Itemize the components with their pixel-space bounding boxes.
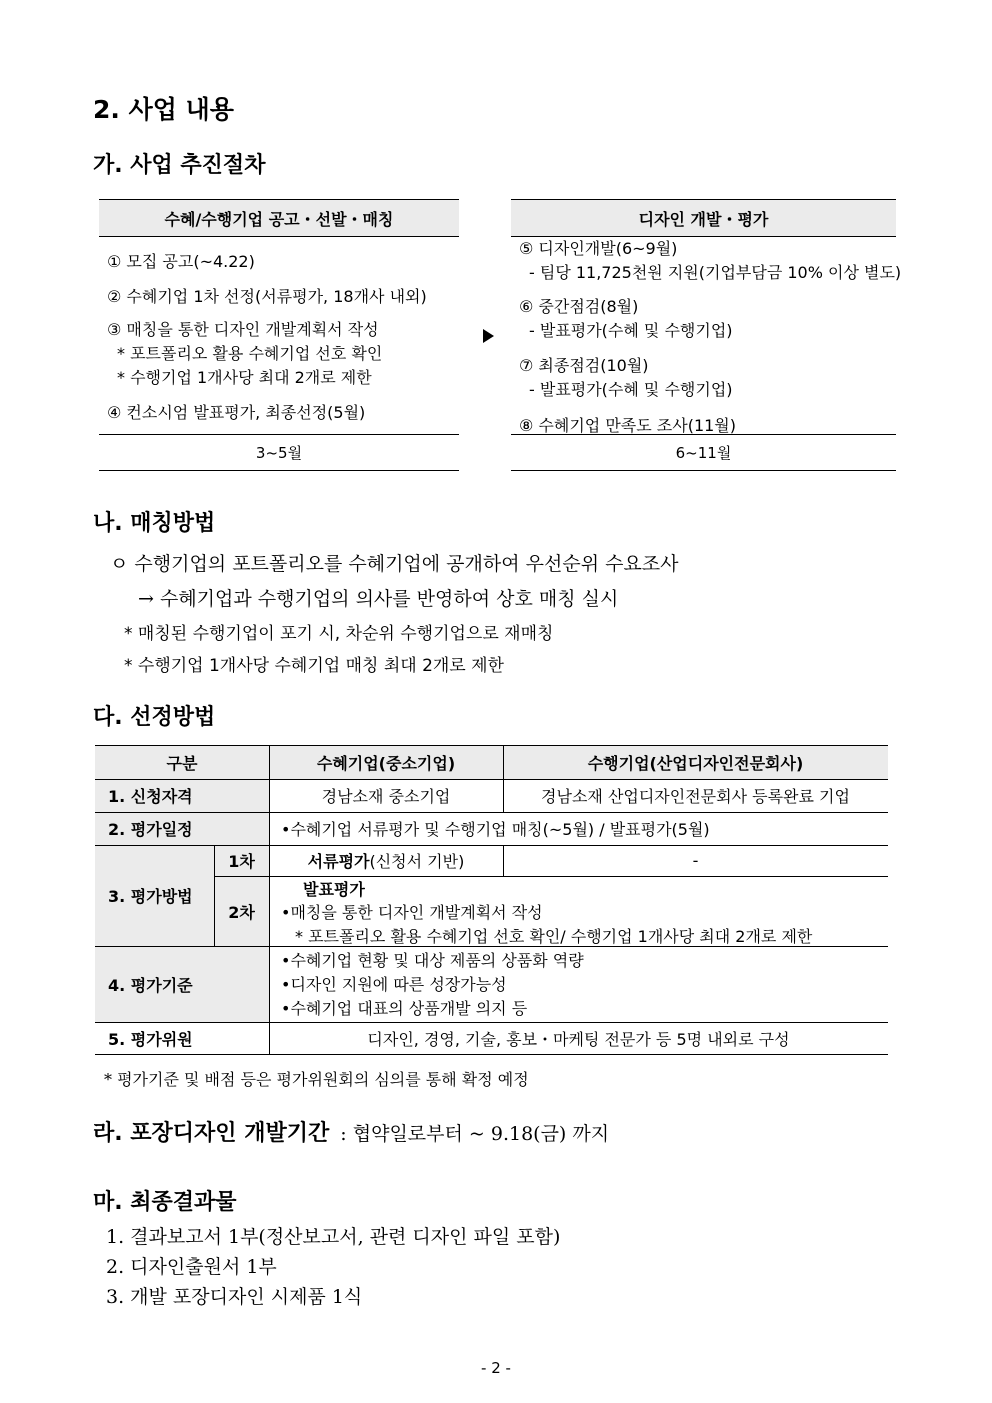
- procedure-right-line: ⑧ 수혜기업 만족도 조사(11월): [519, 416, 737, 435]
- procedure-left-header: 수혜/수행기업 공고・선발・매칭: [99, 199, 459, 237]
- matching-note: * 수행기업 1개사당 수혜기업 매칭 최대 2개로 제한: [124, 656, 504, 676]
- matching-line: → 수혜기업과 수행기업의 의사를 반영하여 상호 매칭 실시: [138, 588, 619, 610]
- procedure-left-bottom: [99, 470, 459, 471]
- procedure-left-note: * 포트폴리오 활용 수혜기업 선호 확인: [117, 344, 383, 363]
- row-schedule-label: 2. 평가일정: [108, 820, 193, 839]
- table-header-beneficiary: 수혜기업(중소기업): [316, 754, 456, 773]
- row-criteria-line: •수혜기업 대표의 상품개발 의지 등: [281, 999, 528, 1018]
- procedure-right-divider: [511, 434, 896, 435]
- procedure-title: 가. 사업 추진절차: [93, 153, 266, 178]
- procedure-right-period: 6~11월: [675, 444, 732, 462]
- row-method-round1-value: [269, 845, 503, 876]
- procedure-left-line: ① 모집 공고(~4.22): [107, 252, 255, 271]
- deliverable-item: 3. 개발 포장디자인 시제품 1식: [106, 1286, 363, 1308]
- procedure-right-header: 디자인 개발・평가: [511, 199, 896, 237]
- period-title: 라. 포장디자인 개발기간: [93, 1121, 330, 1146]
- matching-note: * 매칭된 수행기업이 포기 시, 차순위 수행기업으로 재매칭: [124, 624, 554, 644]
- procedure-left-period: 3~5월: [255, 444, 303, 462]
- row-method-round1-label: 1차: [228, 852, 255, 871]
- procedure-left-line: ④ 컨소시엄 발표평가, 최종선정(5월): [107, 403, 366, 422]
- page-number: - 2 -: [481, 1359, 511, 1377]
- row-method-round2-title: 발표평가: [303, 880, 365, 899]
- row-method-round1-performer: -: [692, 851, 699, 870]
- deliverable-item: 1. 결과보고서 1부(정산보고서, 관련 디자인 파일 포함): [106, 1226, 561, 1248]
- procedure-right-line: ⑥ 중간점검(8월): [519, 297, 639, 316]
- procedure-left-line: ③ 매칭을 통한 디자인 개발계획서 작성: [107, 320, 379, 339]
- row-criteria-label: 4. 평가기준: [108, 975, 193, 995]
- row-qualification-performer: 경남소재 산업디자인전문회사 등록완료 기업: [541, 787, 850, 806]
- row-qualification-beneficiary: 경남소재 중소기업: [321, 787, 451, 806]
- procedure-left-note: * 수행기업 1개사당 최대 2개로 제한: [117, 368, 372, 387]
- selection-title: 다. 선정방법: [93, 705, 216, 730]
- arrow-right-icon: [483, 329, 494, 343]
- row-criteria-line: •디자인 지원에 따른 성장가능성: [281, 975, 507, 994]
- procedure-right-sub: - 발표평가(수혜 및 수행기업): [529, 321, 733, 340]
- table-header-category: 구분: [166, 754, 198, 773]
- row-qualification-label: 1. 신청자격: [108, 787, 193, 806]
- row-method-label: 3. 평가방법: [108, 887, 193, 906]
- row-method-round2-note: * 포트폴리오 활용 수혜기업 선호 확인/ 수행기업 1개사당 최대 2개로 제한: [295, 927, 813, 946]
- procedure-left-divider: [99, 434, 459, 435]
- round1-rest-text: (신청서 기반): [369, 852, 465, 871]
- row-method-round2-line: •매칭을 통한 디자인 개발계획서 작성: [281, 903, 543, 922]
- row-criteria-line: •수혜기업 현황 및 대상 제품의 상품화 역량: [281, 951, 584, 970]
- procedure-right-line: ⑤ 디자인개발(6~9월): [519, 239, 678, 258]
- selection-note: * 평가기준 및 배점 등은 평가위원회의 심의를 통해 확정 예정: [104, 1070, 529, 1089]
- row-method-round2-label: 2차: [228, 902, 255, 922]
- row-schedule-value: •수혜기업 서류평가 및 수행기업 매칭(~5월) / 발표평가(5월): [281, 820, 710, 839]
- matching-line: ㅇ 수행기업의 포트폴리오를 수혜기업에 공개하여 우선순위 수요조사: [110, 553, 679, 575]
- procedure-left-line: ② 수혜기업 1차 선정(서류평가, 18개사 내외): [107, 287, 427, 306]
- deliverables-title: 마. 최종결과물: [93, 1190, 237, 1215]
- row-committee-label: 5. 평가위원: [108, 1029, 193, 1049]
- section-title: 2. 사업 내용: [93, 95, 234, 124]
- deliverable-item: 2. 디자인출원서 1부: [106, 1256, 277, 1278]
- period-value: : 협약일로부터 ~ 9.18(금) 까지: [340, 1123, 610, 1145]
- procedure-right-bottom: [511, 470, 896, 471]
- round1-bold-text: 서류평가: [307, 852, 370, 871]
- period-line: [93, 1116, 609, 1147]
- matching-title: 나. 매칭방법: [93, 511, 216, 536]
- row-committee-value: 디자인, 경영, 기술, 홍보・마케팅 전문가 등 5명 내외로 구성: [367, 1029, 790, 1049]
- procedure-right-line: ⑦ 최종점검(10월): [519, 356, 649, 375]
- procedure-right-sub: - 발표평가(수혜 및 수행기업): [529, 380, 733, 399]
- procedure-right-sub: - 팀당 11,725천원 지원(기업부담금 10% 이상 별도): [529, 263, 902, 282]
- table-header-performer: 수행기업(산업디자인전문회사): [587, 754, 804, 773]
